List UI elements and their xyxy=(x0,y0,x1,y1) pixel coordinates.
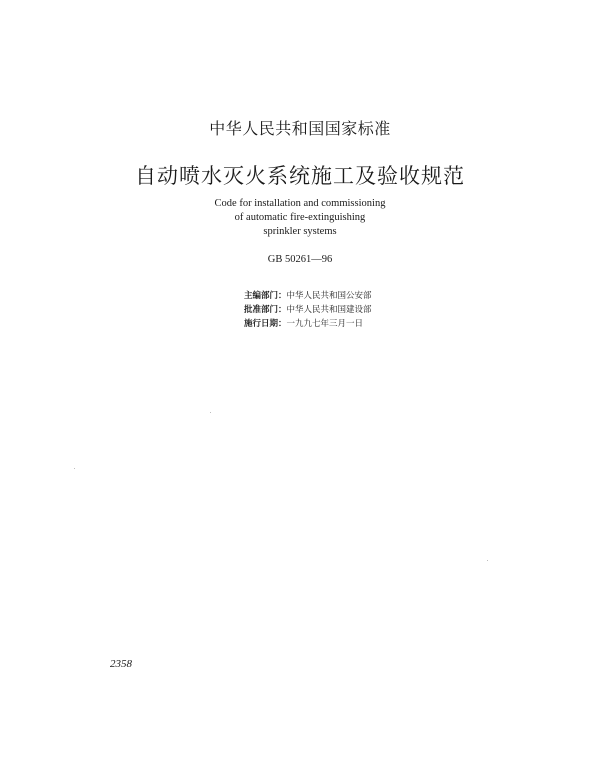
english-title-line-3: sprinkler systems xyxy=(263,226,337,237)
english-title xyxy=(0,197,600,239)
info-row-editor xyxy=(244,289,372,303)
info-label: 施行日期： xyxy=(244,319,287,329)
page-number: 2358 xyxy=(110,658,132,670)
scan-speck xyxy=(210,412,211,413)
english-title-line-1: Code for installation and commissioning xyxy=(214,198,386,209)
info-label: 主编部门： xyxy=(244,291,287,301)
english-title-line-2: of automatic fire-extinguishing xyxy=(234,212,366,223)
info-value: 中华人民共和国公安部 xyxy=(286,291,372,301)
chinese-title: 自动喷水灭火系统施工及验收规范 xyxy=(135,164,465,188)
info-label: 批准部门： xyxy=(244,305,287,315)
standard-category: 中华人民共和国国家标准 xyxy=(209,119,391,138)
publication-info xyxy=(244,289,372,331)
info-value: 中华人民共和国建设部 xyxy=(286,305,372,315)
info-row-effective-date xyxy=(244,317,372,331)
standard-code: GB 50261—96 xyxy=(267,254,333,265)
info-value: 一九九七年三月一日 xyxy=(286,319,364,329)
scan-speck xyxy=(74,468,75,469)
info-row-approver xyxy=(244,303,372,317)
scan-speck xyxy=(487,560,488,561)
